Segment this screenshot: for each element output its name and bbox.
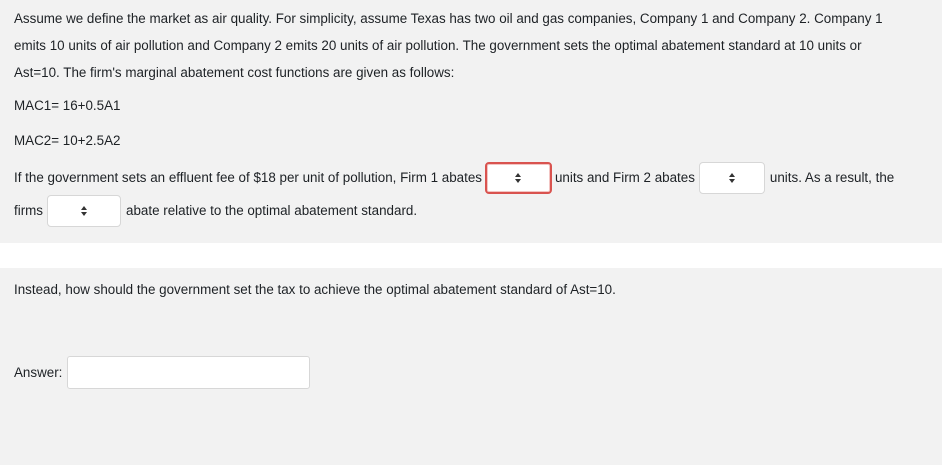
question-2-prompt: Instead, how should the government set the tax to achieve the optimal abatement standard of Ast=10. (14, 282, 616, 297)
updown-chevron-icon (514, 172, 522, 184)
mac1-equation: MAC1= 16+0.5A1 (14, 98, 121, 113)
fee-sentence-part2: units and Firm 2 abates (554, 170, 695, 185)
fee-sentence-part1: If the government sets an effluent fee of $18 per unit of pollution, Firm 1 abates (14, 170, 482, 185)
updown-chevron-icon (728, 172, 736, 184)
fee-sentence-part3: units. As a result, the (769, 170, 895, 185)
answer-label: Answer: (14, 365, 63, 380)
paragraph-line-1: Assume we define the market as air quality. For simplicity, assume Texas has two oil and gas companies, Company 1 and Company 2. Company 1 (14, 11, 883, 26)
paragraph-line-2: emits 10 units of air pollution and Company 2 emits 20 units of air pollution. The government sets the optimal abatement standard at 10 units or (14, 38, 862, 53)
question-2-panel (0, 268, 942, 465)
result-sentence-row (14, 194, 417, 227)
mac2-equation: MAC2= 10+2.5A2 (14, 133, 121, 148)
firm1-abates-dropdown[interactable] (485, 162, 552, 194)
result-sentence-end: abate relative to the optimal abatement standard. (126, 203, 418, 218)
firms-result-dropdown[interactable] (47, 195, 121, 227)
fee-sentence-row (14, 161, 894, 194)
firm2-abates-dropdown[interactable] (699, 162, 765, 194)
firms-label: firms (14, 203, 44, 218)
paragraph-line-3: Ast=10. The firm's marginal abatement cost functions are given as follows: (14, 65, 455, 80)
answer-input[interactable] (67, 356, 310, 389)
updown-chevron-icon (80, 205, 88, 217)
